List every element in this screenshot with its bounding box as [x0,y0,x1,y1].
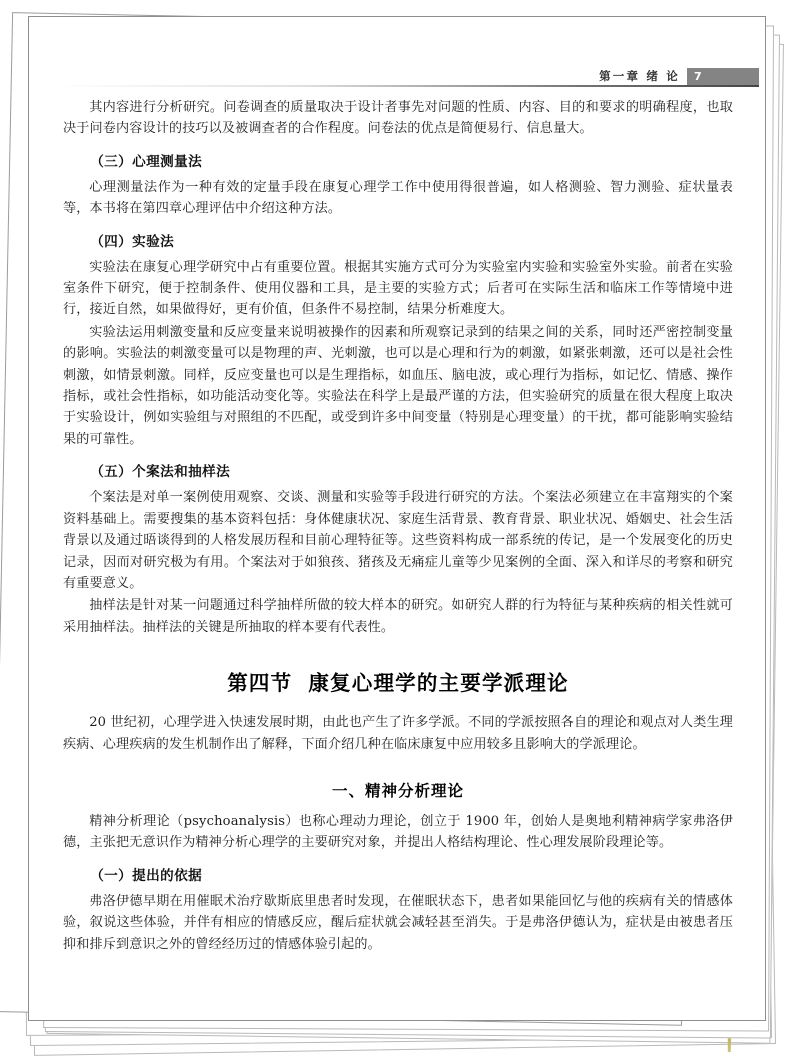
page-body [63,97,733,956]
theory-paragraph: 精神分析理论（psychoanalysis）也称心理动力理论，创立于 1900 年，创始人是奥地利精神病学家弗洛伊德，主张把无意识作为精神分析心理学的主要研究对象，并提出人格结构理论、性心理发展阶段理论等。 [63,813,733,851]
sub-heading-5: （五）个案法和抽样法 [90,464,231,481]
paragraph-3-1: 心理测量法作为一种有效的定量手段在康复心理学工作中使用得很普遍，如人格测验、智力测验、症状量表等，本书将在第四章心理评估中介绍这种方法。 [63,179,733,217]
paragraph-5-1: 个案法是对单一案例使用观察、交谈、测量和实验等手段进行研究的方法。个案法必须建立在丰富翔实的个案资料基础上。需要搜集的基本资料包括：身体健康状况、家庭生活背景、教育背景、职业状况、婚姻史、社会生活背景以及通过晤谈得到的人格发展历程和目前心理特征等。这些资料构成一部系统的传记，是一个发展变化的历史记录，因而对研究极为有用。个案法对于如狼孩、猪孩及无痛症儿童等少见案例的全面、深入和详尽的考察和研究有重要意义。 [63,490,733,591]
paragraph-4-2: 实验法运用刺激变量和反应变量来说明被操作的因素和所观察记录到的结果之间的关系，同时还严密控制变量的影响。实验法的刺激变量可以是物理的声、光刺激，也可以是心理和行为的刺激，如紧张刺激，还可以是社会性刺激，如情景刺激。同样，反应变量也可以是生理指标，如血压、脑电波，或心理行为指标，如记忆、情感、操作指标，或社会性指标，如功能活动变化等。实验法在科学上是最严谨的方法，但实验研究的质量在很大程度上取决于实验设计，例如实验组与对照组的不匹配，或受到许多中间变量（特别是心理变量）的干扰，都可能影响实验结果的可靠性。 [63,324,733,447]
paragraph-5-2: 抽样法是针对某一问题通过科学抽样所做的较大样本的研究。如研究人群的行为特征与某种疾病的相关性就可采用抽样法。抽样法的关键是所抽取的样本要有代表性。 [63,598,733,635]
header-rule [55,85,759,87]
running-header [29,65,765,89]
theory-heading: 一、精神分析理论 [331,780,464,800]
page-number: 7 [694,69,702,83]
section-title: 康复心理学的主要学派理论 [308,671,569,696]
section-number: 第四节 [227,671,293,696]
sub-heading-4: （四）实验法 [90,233,175,250]
paragraph-4-1: 实验法在康复心理学研究中占有重要位置。根据其实施方式可分为实验室内实验和实验室外实验。前者在实验室条件下研究，便于控制条件、使用仪器和工具，是主要的实验方式；后者可在实际生活和临床工作等情境中进行，接近自然，如果做得好，更有价值，但条件不易控制，结果分析难度大。 [63,259,733,318]
section-heading [63,668,733,698]
sub-heading-3: （三）心理测量法 [90,153,203,170]
sub-heading-theory-1: （一）提出的依据 [90,867,203,884]
chapter-title: 第一章 绪 论 [599,69,680,83]
theory-subsection-paragraph: 弗洛伊德早期在用催眠术治疗歇斯底里患者时发现，在催眠状态下，患者如果能回忆与他的疾病有关的情感体验，叙说这些体验，并伴有相应的情感反应，醒后症状就会减轻甚至消失。于是弗洛伊德认为，症状是由被患者压抑和排斥到意识之外的曾经经历过的情感体验引起的。 [63,893,733,952]
section-intro-paragraph: 20 世纪初，心理学进入快速发展时期，由此也产生了许多学派。不同的学派按照各自的理论和观点对人类生理疾病、心理疾病的发生机制作出了解释，下面介绍几种在临床康复中应用较多且影响大的学派理论。 [63,715,733,752]
intro-paragraph: 其内容进行分析研究。问卷调查的质量取决于设计者事先对问题的性质、内容、目的和要求的明确程度，也取决于问卷内容设计的技巧以及被调查者的合作程度。问卷法的优点是简便易行、信息量大。 [63,100,733,137]
main-page [28,16,766,1021]
running-header-content [599,65,759,87]
page-number-box [687,68,759,85]
